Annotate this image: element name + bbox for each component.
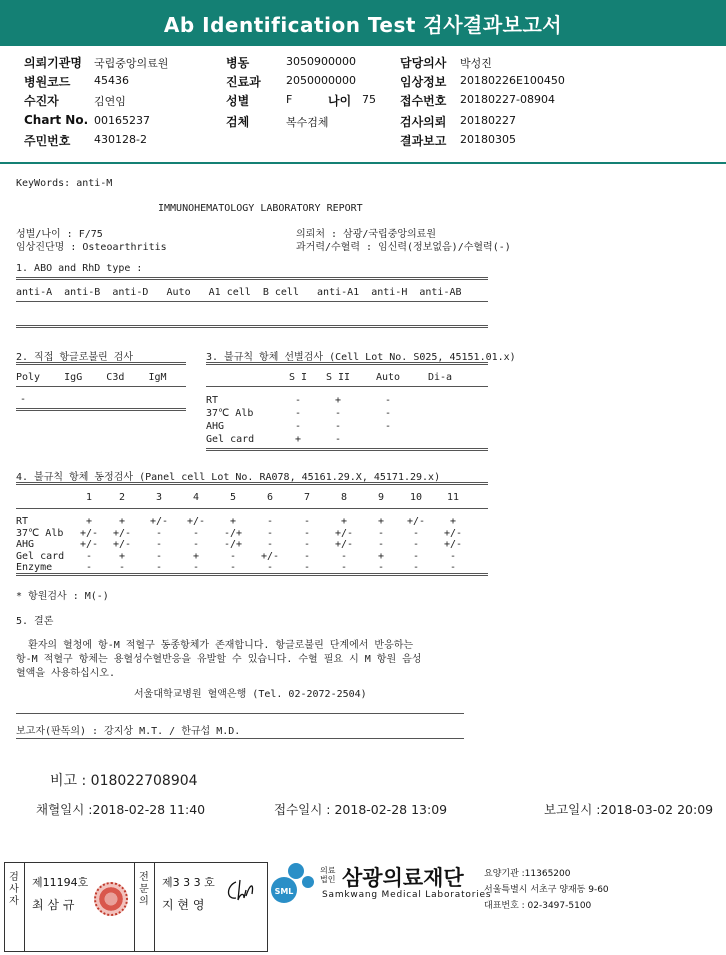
panel-cell: -	[377, 527, 385, 539]
tester-label	[7, 872, 21, 908]
panel-cell: +/-	[443, 527, 463, 539]
rule	[16, 277, 488, 280]
panel-cell: -	[303, 562, 311, 573]
section-abo: 1. ABO and RhD type :	[16, 263, 143, 274]
section-dat: 2. 직접 항글로불린 검사	[16, 352, 134, 363]
panel-cell: -	[155, 562, 163, 573]
divider	[154, 862, 155, 952]
abo-columns: anti-A anti-B anti-D Auto A1 cell B cell anti-A1 anti-H anti-AB	[16, 287, 462, 298]
rule	[16, 301, 488, 302]
antigen-test: * 항원검사 : M(-)	[16, 591, 109, 602]
rule	[206, 386, 488, 387]
conclusion-line: 환자의 혈청에 항-M 적혈구 동종항체가 존재합니다. 항글로불린 단계에서 반응하는	[16, 640, 414, 651]
info-key: 임상정보	[400, 75, 447, 89]
panel-cell: +/-	[79, 527, 99, 539]
info-value: 박성진	[460, 57, 492, 70]
panel-cell: +/-	[79, 539, 99, 550]
patient-info	[0, 46, 726, 162]
info-key: 주민번호	[24, 134, 71, 148]
rule	[206, 448, 488, 451]
panel-cell: -	[449, 562, 457, 573]
age-label: 나이	[328, 94, 352, 108]
panel-cell: -	[303, 539, 311, 550]
specialist-name: 지 현 영	[162, 898, 205, 912]
info-key: 검사의뢰	[400, 115, 447, 129]
panel-cell: +	[118, 516, 126, 527]
panel-col-header: 9	[377, 492, 385, 503]
dat-columns: Poly IgG C3d IgM	[16, 372, 167, 383]
label-char: 문	[139, 884, 149, 895]
panel-cell: -	[155, 527, 163, 539]
screen-cell: -	[384, 408, 392, 419]
screen-cell: -	[334, 434, 342, 445]
info-value: 00165237	[94, 114, 150, 127]
info-key: 의뢰기관명	[24, 56, 82, 70]
panel-cell: +/-	[406, 516, 426, 527]
panel-col-header: 3	[155, 492, 163, 503]
info-value: 20180227-08904	[460, 93, 555, 106]
panel-cell: -	[377, 562, 385, 573]
section-screen: 3. 불규칙 항체 선별검사 (Cell Lot No. S025, 45151.01.x)	[206, 352, 516, 363]
label-char: 검	[9, 872, 19, 883]
rule	[16, 362, 186, 365]
specialist-license: 제3 3 3 호	[162, 876, 215, 889]
seal-stamp	[94, 882, 128, 916]
screen-row-label: Gel card	[206, 434, 255, 445]
panel-cell: +/-	[443, 539, 463, 550]
panel-col-header: 2	[118, 492, 126, 503]
panel-cell: -	[377, 539, 385, 550]
rule	[16, 573, 488, 576]
panel-cell: -	[449, 550, 457, 562]
label-char: 사	[9, 884, 19, 895]
panel-cell: -	[266, 539, 274, 550]
panel-cell: -	[412, 527, 420, 539]
panel-cell: +/-	[334, 539, 354, 550]
info-value: 20180227	[460, 114, 516, 127]
panel-col-header: 1	[85, 492, 93, 503]
info-value: 2050000000	[286, 74, 356, 87]
panel-cell: -	[303, 527, 311, 539]
reported-time: 보고일시 :2018-03-02 20:09	[544, 802, 714, 817]
info-value: 복수검체	[286, 116, 329, 129]
info-value: F	[286, 93, 293, 106]
panel-col-header: 8	[340, 492, 348, 503]
panel-cell: +	[377, 516, 385, 527]
screen-cell: -	[294, 395, 302, 406]
report-heading: IMMUNOHEMATOLOGY LABORATORY REPORT	[158, 203, 363, 214]
sml-logo-text: SML	[274, 887, 294, 896]
org-name: 삼광의료재단	[342, 866, 464, 890]
panel-row-label: RT	[16, 516, 29, 527]
panel-cell: -	[340, 550, 348, 562]
info-value: 20180226E100450	[460, 74, 565, 87]
panel-cell: -	[85, 562, 93, 573]
age-value: 75	[362, 93, 376, 106]
panel-col-header: 5	[229, 492, 237, 503]
panel-cell: +/-	[260, 550, 280, 562]
screen-col-header: Di-a	[427, 372, 453, 383]
panel-cell: -	[340, 562, 348, 573]
panel-cell: +	[449, 516, 457, 527]
screen-cell: -	[294, 421, 302, 432]
rule	[16, 386, 186, 387]
screen-cell: -	[294, 408, 302, 419]
label-char: 의	[139, 896, 149, 907]
history: 과거력/수혈력 : 임신력(정보없음)/수혈력(-)	[296, 242, 511, 253]
screen-col-header: Auto	[375, 372, 401, 383]
panel-cell: -	[266, 562, 274, 573]
info-value: 국립중앙의료원	[94, 57, 169, 70]
requester: 의뢰처 : 삼광/국립중앙의료원	[296, 229, 437, 240]
panel-row-label: AHG	[16, 539, 35, 550]
blood-bank: 서울대학교병원 혈액은행 (Tel. 02-2072-2504)	[134, 689, 367, 700]
received-time: 접수일시 : 2018-02-28 13:09	[274, 802, 448, 817]
panel-cell: +	[192, 550, 200, 562]
specialist-label	[137, 872, 151, 908]
conclusion-line: 항-M 적혈구 항체는 용혈성수혈반응을 유발할 수 있습니다. 수혈 필요 시 M 항원 음성	[16, 654, 422, 665]
panel-cell: +/-	[112, 527, 132, 539]
divider	[134, 862, 135, 952]
panel-col-header: 7	[303, 492, 311, 503]
info-key: Chart No.	[24, 113, 89, 127]
panel-cell: -	[192, 562, 200, 573]
info-key: 담당의사	[400, 56, 447, 70]
panel-cell: +	[377, 550, 385, 562]
panel-row-label: Enzyme	[16, 562, 53, 573]
screen-row-label: RT	[206, 395, 219, 406]
rule	[16, 738, 464, 739]
sex-age: 성별/나이 : F/75	[16, 229, 103, 240]
footer	[0, 858, 726, 955]
org-code: 요양기관 :11365200	[484, 869, 571, 879]
org-english: Samkwang Medical Laboratories	[322, 890, 492, 900]
info-key: 병동	[226, 56, 250, 70]
panel-cell: +/-	[334, 527, 354, 539]
panel-cell: -	[303, 550, 311, 562]
screen-cell: -	[384, 395, 392, 406]
reporter: 보고자(판독의) : 강지상 M.T. / 한규섭 M.D.	[16, 726, 241, 737]
divider	[24, 862, 25, 952]
panel-cell: -	[229, 550, 237, 562]
info-key: 수진자	[24, 94, 59, 108]
panel-cell: -/+	[223, 539, 243, 550]
screen-row-label: AHG	[206, 421, 225, 432]
panel-cell: +/-	[186, 516, 206, 527]
panel-cell: -	[192, 527, 200, 539]
org-address: 서울특별시 서초구 양재동 9-60	[484, 885, 609, 895]
keywords: KeyWords: anti-M	[16, 178, 113, 189]
panel-cell: -	[229, 562, 237, 573]
info-value: 김연임	[94, 95, 126, 108]
panel-cell: -	[266, 516, 274, 527]
dat-value: -	[20, 394, 27, 405]
info-key: 결과보고	[400, 134, 447, 148]
panel-cell: -	[412, 539, 420, 550]
panel-cell: -	[155, 539, 163, 550]
diagnosis: 임상진단명 : Osteoarthritis	[16, 242, 167, 253]
label-char: 전	[139, 872, 149, 883]
rule	[16, 713, 464, 714]
screen-cell: -	[334, 421, 342, 432]
panel-cell: -	[303, 516, 311, 527]
rule	[16, 325, 488, 328]
rule	[16, 408, 186, 411]
lab-report	[0, 168, 726, 848]
panel-cell: -	[192, 539, 200, 550]
tester-license: 제11194호	[32, 876, 89, 889]
panel-row-label: Gel card	[16, 550, 65, 562]
panel-col-header: 10	[409, 492, 423, 503]
panel-cell: -/+	[223, 527, 243, 539]
org-phone: 대표번호 : 02-3497-5100	[484, 901, 592, 911]
screen-cell: +	[294, 434, 302, 445]
info-value: 45436	[94, 74, 129, 87]
panel-col-header: 4	[192, 492, 200, 503]
info-key: 진료과	[226, 75, 261, 89]
panel-cell: +/-	[112, 539, 132, 550]
panel-cell: -	[412, 550, 420, 562]
info-key: 검체	[226, 115, 250, 129]
panel-col-header: 6	[266, 492, 274, 503]
info-divider	[0, 162, 726, 164]
screen-col-header: S I	[288, 372, 308, 383]
screen-col-header: S II	[325, 372, 351, 383]
collected-time: 채혈일시 :2018-02-28 11:40	[36, 802, 206, 817]
panel-col-header: 11	[446, 492, 460, 503]
info-key: 접수번호	[400, 94, 447, 108]
report-title: Ab Identification Test 검사결과보고서	[0, 0, 726, 46]
panel-cell: +	[340, 516, 348, 527]
section-conclusion: 5. 결론	[16, 616, 54, 627]
rule	[16, 508, 488, 509]
screen-cell: -	[384, 421, 392, 432]
screen-cell: +	[334, 395, 342, 406]
rule	[16, 482, 488, 485]
info-value: 3050900000	[286, 55, 356, 68]
screen-row-label: 37℃ Alb	[206, 408, 254, 419]
panel-cell: +/-	[149, 516, 169, 527]
panel-cell: +	[118, 550, 126, 562]
panel-cell: -	[85, 550, 93, 562]
sml-logo-icon	[270, 860, 318, 906]
info-value: 430128-2	[94, 133, 147, 146]
conclusion-line: 혈액을 사용하십시오.	[16, 668, 115, 679]
panel-cell: -	[266, 527, 274, 539]
label-char: 자	[9, 896, 19, 907]
info-key: 성별	[226, 94, 250, 108]
panel-row-label: 37℃ Alb	[16, 527, 64, 539]
info-value: 20180305	[460, 133, 516, 146]
panel-cell: -	[118, 562, 126, 573]
signature	[222, 876, 258, 906]
org-type: 의료법인	[320, 866, 336, 884]
section-panel: 4. 불규칙 항체 동정검사 (Panel cell Lot No. RA078, 45161.29.X, 45171.29.x)	[16, 472, 441, 483]
tester-name: 최 삼 규	[32, 898, 75, 912]
panel-cell: -	[412, 562, 420, 573]
info-key: 병원코드	[24, 75, 71, 89]
panel-cell: +	[85, 516, 93, 527]
rule	[206, 362, 488, 365]
panel-cell: +	[229, 516, 237, 527]
panel-cell: -	[155, 550, 163, 562]
screen-cell: -	[334, 408, 342, 419]
remark: 비고 : 018022708904	[50, 773, 198, 789]
